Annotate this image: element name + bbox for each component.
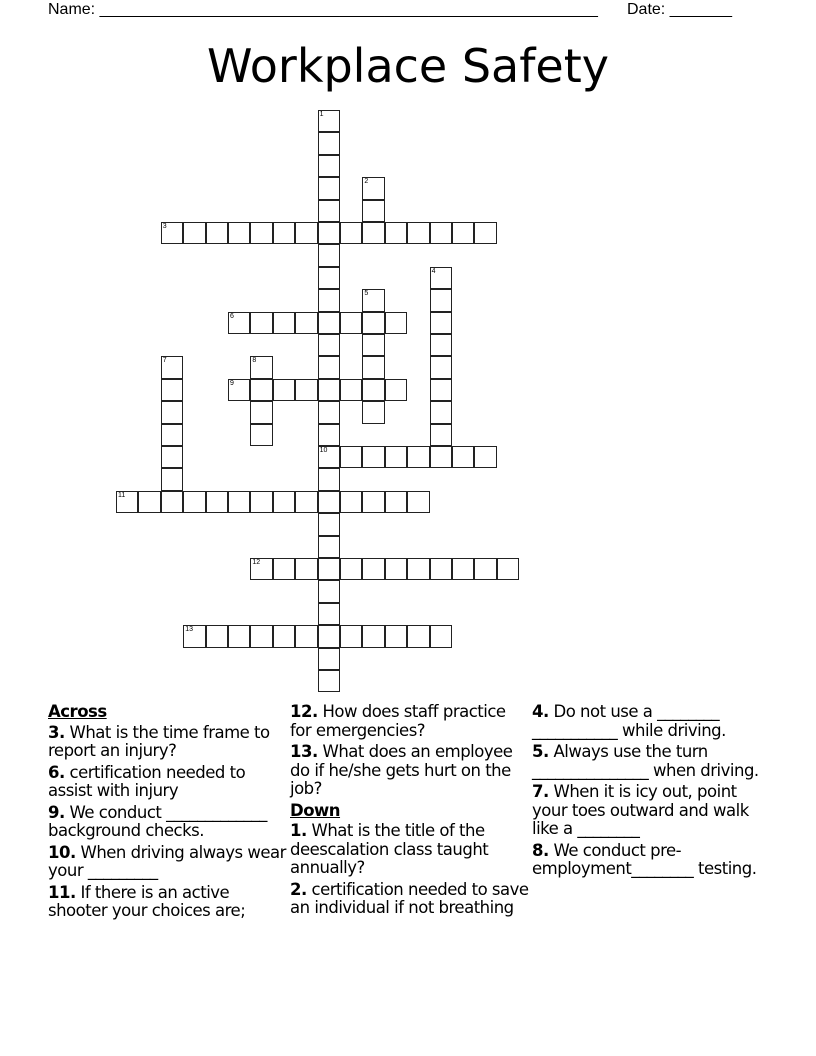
crossword-cell[interactable] (362, 312, 384, 334)
crossword-cell[interactable] (385, 312, 407, 334)
crossword-cell[interactable] (452, 222, 474, 244)
crossword-cell[interactable] (385, 625, 407, 647)
crossword-cell[interactable] (250, 222, 272, 244)
crossword-cell[interactable] (362, 222, 384, 244)
clue-down-8: 8. We conduct pre-employment________ testing. (532, 840, 757, 878)
crossword-cell[interactable] (161, 356, 183, 378)
crossword-cell[interactable] (362, 491, 384, 513)
crossword-cell[interactable] (318, 536, 340, 558)
crossword-cell[interactable] (318, 110, 340, 132)
crossword-cell[interactable] (250, 424, 272, 446)
page-title: Workplace Safety (206, 39, 609, 93)
crossword-cell[interactable] (497, 558, 519, 580)
clue-number: 6 (230, 312, 234, 320)
crossword-cell[interactable] (318, 648, 340, 670)
crossword-cell[interactable] (161, 491, 183, 513)
clue-across-12: 12. How does staff practice for emergencies? (290, 702, 506, 740)
clues-column-3 (532, 703, 772, 882)
crossword-cell[interactable] (273, 222, 295, 244)
crossword-cell[interactable] (116, 491, 138, 513)
crossword-cell[interactable] (362, 625, 384, 647)
crossword-cell[interactable] (295, 558, 317, 580)
clue-number: 1 (319, 111, 324, 118)
crossword-cell[interactable] (250, 491, 272, 513)
crossword-cell[interactable] (362, 446, 384, 468)
clues-column-1 (48, 703, 288, 924)
crossword-cell[interactable] (430, 334, 452, 356)
crossword-cell[interactable] (318, 446, 340, 468)
crossword-cell[interactable] (250, 312, 272, 334)
crossword-cell[interactable] (295, 491, 317, 513)
crossword-cell[interactable] (250, 379, 272, 401)
crossword-cell[interactable] (430, 424, 452, 446)
crossword-cell[interactable] (340, 312, 362, 334)
clue-number: 4 (431, 267, 436, 275)
across-heading: Across (48, 702, 107, 721)
crossword-cell[interactable] (407, 491, 429, 513)
crossword-cell[interactable] (474, 558, 496, 580)
crossword-cell[interactable] (318, 177, 340, 199)
crossword-cell[interactable] (430, 625, 452, 647)
crossword-cell[interactable] (407, 558, 429, 580)
clue-number: 3 (162, 223, 167, 230)
crossword-cell[interactable] (318, 625, 340, 647)
crossword-cell[interactable] (161, 424, 183, 446)
crossword-cell[interactable] (362, 401, 384, 423)
clue-number: 9 (230, 379, 234, 387)
crossword-cell[interactable] (430, 312, 452, 334)
crossword-cell[interactable] (385, 446, 407, 468)
clue-across-6: 6. certification needed to assist with injury (48, 762, 246, 800)
crossword-cell[interactable] (295, 222, 317, 244)
clue-across-9: 9. We conduct _____________ background checks. (48, 802, 267, 840)
crossword-cell[interactable] (228, 312, 250, 334)
crossword-cell[interactable] (340, 491, 362, 513)
crossword-cell[interactable] (318, 155, 340, 177)
clue-down-4: 4. Do not use a ________ ___________ while driving. (532, 702, 726, 740)
clue-across-11: 11. If there is an active shooter your choices are; (48, 882, 246, 920)
clue-number: 2 (364, 178, 369, 186)
crossword-cell[interactable] (430, 558, 452, 580)
crossword-cell[interactable] (250, 401, 272, 423)
crossword-cell[interactable] (340, 558, 362, 580)
crossword-cell[interactable] (228, 379, 250, 401)
clue-number: 7 (162, 357, 167, 365)
crossword-cell[interactable] (318, 200, 340, 222)
crossword-cell[interactable] (250, 558, 272, 580)
clue-number: 12 (252, 559, 261, 566)
clue-across-3: 3. What is the time frame to report an injury? (48, 722, 270, 760)
crossword-cell[interactable] (318, 603, 340, 625)
crossword-cell[interactable] (318, 379, 340, 401)
crossword-cell[interactable] (430, 267, 452, 289)
crossword-cell[interactable] (250, 625, 272, 647)
crossword-cell[interactable] (318, 558, 340, 580)
clue-down-1: 1. What is the title of the deescalation class taught annually? (290, 821, 489, 877)
crossword-cell[interactable] (340, 379, 362, 401)
crossword-cell[interactable] (340, 625, 362, 647)
crossword-cell[interactable] (430, 446, 452, 468)
crossword-cell[interactable] (362, 289, 384, 311)
crossword-cell[interactable] (273, 312, 295, 334)
crossword-cell[interactable] (407, 222, 429, 244)
crossword-cell[interactable] (318, 222, 340, 244)
crossword-cell[interactable] (138, 491, 160, 513)
clue-down-7: 7. When it is icy out, point your toes outward and walk like a ________ (532, 782, 749, 838)
clue-down-2: 2. certification needed to save an individual if not breathing (290, 879, 529, 917)
crossword-cell[interactable] (295, 625, 317, 647)
clue-number: 5 (364, 290, 369, 298)
crossword-cell[interactable] (430, 379, 452, 401)
clue-across-13: 13. What does an employee do if he/she gets hurt on the job? (290, 742, 513, 798)
crossword-cell[interactable] (273, 491, 295, 513)
crossword-cell[interactable] (273, 558, 295, 580)
crossword-cell[interactable] (362, 200, 384, 222)
crossword-cell[interactable] (362, 356, 384, 378)
crossword-cell[interactable] (407, 446, 429, 468)
crossword-cell[interactable] (318, 513, 340, 535)
crossword-cell[interactable] (161, 468, 183, 490)
crossword-cell[interactable] (250, 356, 272, 378)
clue-number: 13 (185, 626, 193, 634)
clue-across-10: 10. When driving always wear your _________ (48, 842, 286, 880)
crossword-cell[interactable] (318, 424, 340, 446)
crossword-cell[interactable] (362, 334, 384, 356)
clue-number: 10 (319, 447, 328, 454)
crossword-cell[interactable] (161, 446, 183, 468)
crossword-cell[interactable] (340, 446, 362, 468)
crossword-cell[interactable] (318, 244, 340, 266)
crossword-cell[interactable] (430, 222, 452, 244)
down-heading: Down (290, 800, 341, 820)
crossword-cell[interactable] (273, 625, 295, 647)
crossword-cell[interactable] (318, 468, 340, 490)
crossword-cell[interactable] (362, 177, 384, 199)
crossword-cell[interactable] (430, 401, 452, 423)
crossword-cell[interactable] (183, 625, 205, 647)
crossword-cell[interactable] (206, 491, 228, 513)
crossword-cell[interactable] (362, 379, 384, 401)
crossword-cell[interactable] (206, 625, 228, 647)
crossword-cell[interactable] (318, 334, 340, 356)
clues-column-2 (290, 703, 530, 921)
crossword-cell[interactable] (161, 222, 183, 244)
crossword-cell[interactable] (206, 222, 228, 244)
crossword-cell[interactable] (318, 670, 340, 692)
crossword-cell[interactable] (407, 625, 429, 647)
crossword-cell[interactable] (318, 312, 340, 334)
clue-number: 11 (118, 491, 126, 499)
crossword-cell[interactable] (183, 491, 205, 513)
crossword-cell[interactable] (430, 289, 452, 311)
crossword-cell[interactable] (452, 446, 474, 468)
crossword-cell[interactable] (318, 580, 340, 602)
crossword-cell[interactable] (474, 222, 496, 244)
crossword-cell[interactable] (161, 401, 183, 423)
crossword-cell[interactable] (474, 446, 496, 468)
crossword-cell[interactable] (318, 289, 340, 311)
crossword-cell[interactable] (183, 222, 205, 244)
crossword-cell[interactable] (362, 558, 384, 580)
crossword-cell[interactable] (318, 491, 340, 513)
crossword-cell[interactable] (295, 379, 317, 401)
crossword-cell[interactable] (273, 379, 295, 401)
crossword-cell[interactable] (228, 222, 250, 244)
crossword-cell[interactable] (340, 222, 362, 244)
crossword-cell[interactable] (318, 356, 340, 378)
crossword-cell[interactable] (318, 132, 340, 154)
name-field: Name: ________________________________________________________ (48, 1, 598, 18)
crossword-cell[interactable] (385, 558, 407, 580)
crossword-cell[interactable] (385, 222, 407, 244)
clue-down-5: 5. Always use the turn _______________ when driving. (532, 742, 759, 780)
crossword-cell[interactable] (318, 401, 340, 423)
crossword-cell[interactable] (295, 312, 317, 334)
date-field: Date: _______ (627, 1, 732, 18)
crossword-cell[interactable] (385, 491, 407, 513)
crossword-cell[interactable] (385, 379, 407, 401)
crossword-cell[interactable] (430, 356, 452, 378)
crossword-cell[interactable] (228, 625, 250, 647)
clue-number: 8 (252, 357, 257, 365)
crossword-cell[interactable] (318, 267, 340, 289)
crossword-cell[interactable] (161, 379, 183, 401)
crossword-cell[interactable] (452, 558, 474, 580)
crossword-cell[interactable] (228, 491, 250, 513)
